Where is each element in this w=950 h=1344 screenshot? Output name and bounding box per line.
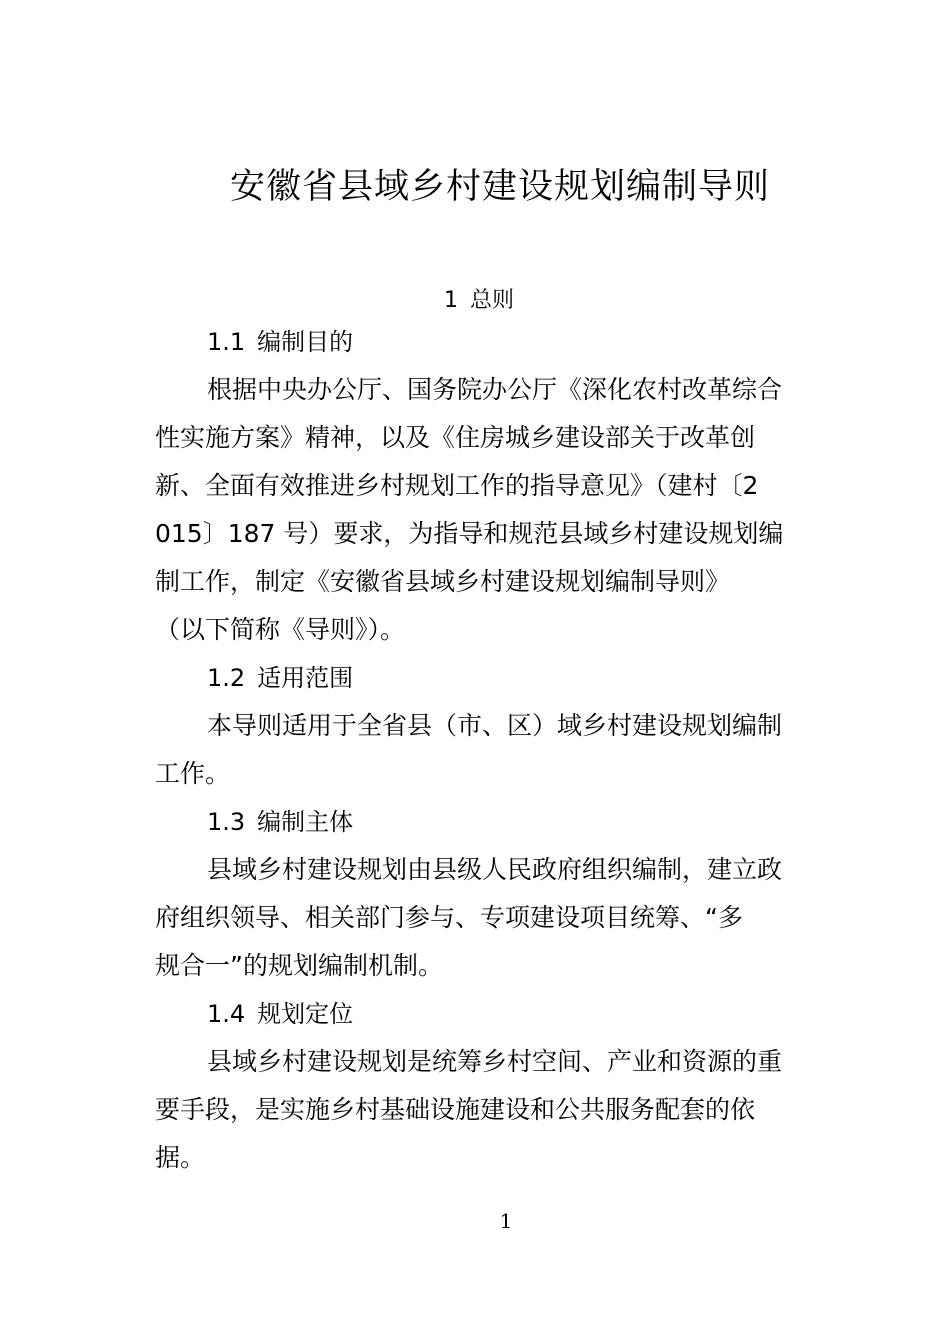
paragraph-line: 工作。 (155, 759, 231, 788)
document-title: 安徽省县域乡村建设规划编制导则 (229, 167, 770, 207)
section-heading-1-1 (207, 324, 353, 360)
section-title: 规划定位 (257, 1000, 354, 1028)
paragraph-line: 县域乡村建设规划由县级人民政府组织编制，建立政 (207, 855, 783, 884)
paragraph-line: 规合一”的规划编制机制。 (155, 951, 443, 980)
paragraph-line: 新、全面有效推进乡村规划工作的指导意见》（建村〔2 (155, 471, 759, 500)
paragraph-line: 县域乡村建设规划是统筹乡村空间、产业和资源的重 (207, 1047, 783, 1076)
paragraph-line: 015〕187 号）要求，为指导和规范县域乡村建设规划编 (155, 519, 784, 548)
section-number: 1.2 (207, 664, 246, 692)
section-heading-1-3 (207, 804, 353, 840)
section-number: 1.1 (207, 328, 246, 356)
page-number: 1 (499, 1209, 513, 1233)
paragraph-line: 要手段，是实施乡村基础设施建设和公共服务配套的依 (155, 1095, 756, 1124)
section-heading-1-2 (207, 660, 353, 696)
section-heading-1-4 (207, 996, 353, 1032)
paragraph-line: 性实施方案》精神，以及《住房城乡建设部关于改革创 (155, 423, 756, 452)
section-paragraph-1-4 (155, 1038, 855, 1182)
chapter-number: 1 (443, 288, 458, 313)
section-title: 编制主体 (257, 808, 354, 836)
paragraph-line: 本导则适用于全省县（市、区）域乡村建设规划编制 (207, 711, 783, 740)
paragraph-line: 制工作，制定《安徽省县域乡村建设规划编制导则》 (155, 567, 731, 596)
chapter-title: 总则 (469, 288, 514, 313)
section-title: 适用范围 (257, 664, 354, 692)
section-paragraph-1-2 (155, 702, 855, 798)
section-title: 编制目的 (257, 328, 354, 356)
paragraph-line: 府组织领导、相关部门参与、专项建设项目统筹、“多 (155, 903, 743, 932)
section-number: 1.3 (207, 808, 246, 836)
paragraph-line: 根据中央办公厅、国务院办公厅《深化农村改革综合 (207, 375, 783, 404)
paragraph-line: 据。 (155, 1143, 206, 1172)
section-number: 1.4 (207, 1000, 246, 1028)
section-paragraph-1-1 (155, 366, 855, 654)
chapter-heading (0, 284, 950, 318)
paragraph-line: （以下简称《导则》）。 (155, 615, 406, 644)
section-paragraph-1-3 (155, 846, 855, 990)
